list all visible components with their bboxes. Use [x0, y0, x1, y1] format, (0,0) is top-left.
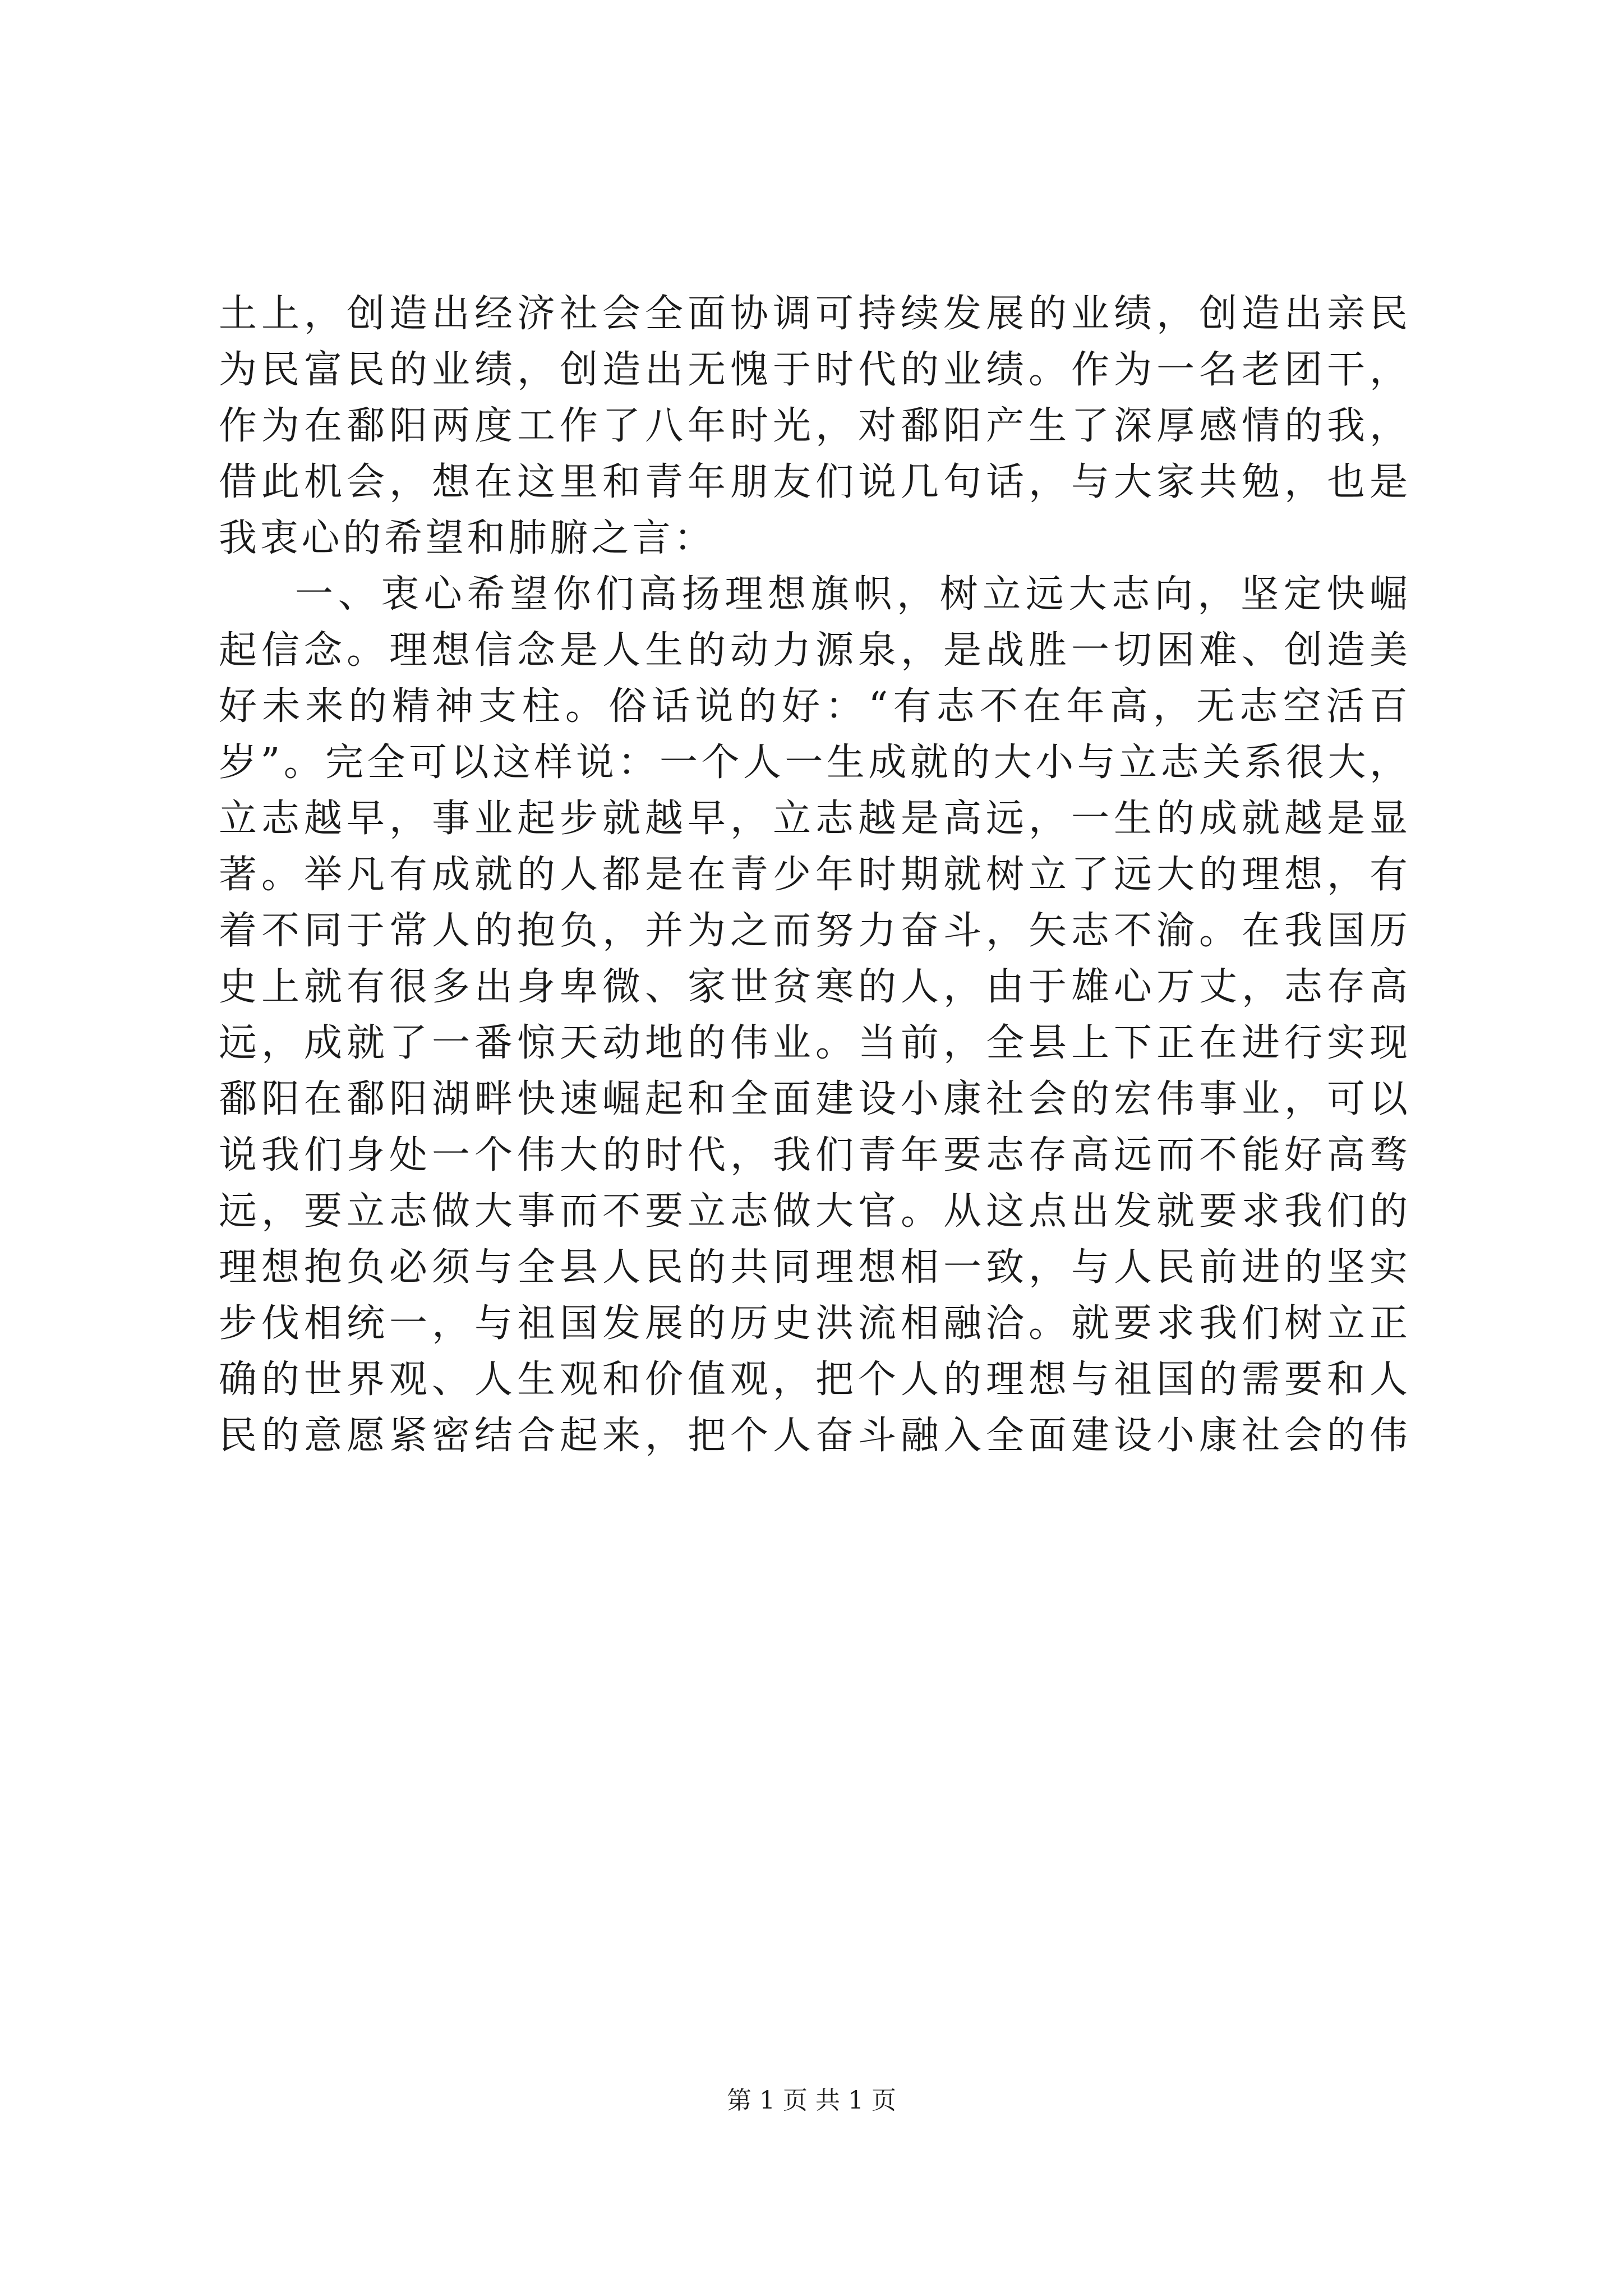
- page-number-label: 第 1 页 共 1 页: [727, 2086, 896, 2115]
- text-line: 确的世界观、人生观和价值观，把个人的理想与祖国的需要和人: [219, 1358, 1408, 1402]
- body-text: [219, 286, 1408, 1464]
- text-line: 理想抱负必须与全县人民的共同理想相一致，与人民前进的坚实: [219, 1245, 1408, 1290]
- text-line: 起信念。理想信念是人生的动力源泉，是战胜一切困难、创造美: [219, 628, 1408, 673]
- text-line: 鄱阳在鄱阳湖畔快速崛起和全面建设小康社会的宏伟事业，可以: [219, 1077, 1408, 1121]
- text-line: 说我们身处一个伟大的时代，我们青年要志存高远而不能好高骛: [219, 1133, 1408, 1177]
- text-line: 史上就有很多出身卑微、家世贫寒的人，由于雄心万丈，志存高: [219, 965, 1408, 1009]
- text-line: 民的意愿紧密结合起来，把个人奋斗融入全面建设小康社会的伟: [219, 1414, 1408, 1458]
- page-footer: [0, 2084, 1623, 2118]
- text-line: 远，要立志做大事而不要立志做大官。从这点出发就要求我们的: [219, 1189, 1408, 1234]
- text-line: 土上，创造出经济社会全面协调可持续发展的业绩，创造出亲民: [219, 292, 1408, 336]
- text-line: 立志越早，事业起步就越早，立志越是高远，一生的成就越是显: [219, 797, 1408, 841]
- text-line: 远，成就了一番惊天动地的伟业。当前，全县上下正在进行实现: [219, 1021, 1408, 1065]
- text-line: 步伐相统一，与祖国发展的历史洪流相融洽。就要求我们树立正: [219, 1301, 1408, 1346]
- text-line: 我衷心的希望和肺腑之言：: [219, 516, 716, 560]
- paragraph-first-line: 一、衷心希望你们高扬理想旗帜，树立远大志向，坚定快崛: [295, 572, 1408, 616]
- text-line: 为民富民的业绩，创造出无愧于时代的业绩。作为一名老团干，: [219, 348, 1408, 392]
- text-line: 着不同于常人的抱负，并为之而努力奋斗，矢志不渝。在我国历: [219, 909, 1408, 953]
- text-line: 著。举凡有成就的人都是在青少年时期就树立了远大的理想，有: [219, 853, 1408, 897]
- text-line: 作为在鄱阳两度工作了八年时光，对鄱阳产生了深厚感情的我，: [219, 404, 1408, 448]
- text-line: 岁”。完全可以这样说：一个人一生成就的大小与立志关系很大，: [219, 740, 1408, 785]
- text-line: 借此机会，想在这里和青年朋友们说几句话，与大家共勉，也是: [219, 460, 1408, 504]
- text-line: 好未来的精神支柱。俗话说的好：“有志不在年高，无志空活百: [219, 684, 1408, 729]
